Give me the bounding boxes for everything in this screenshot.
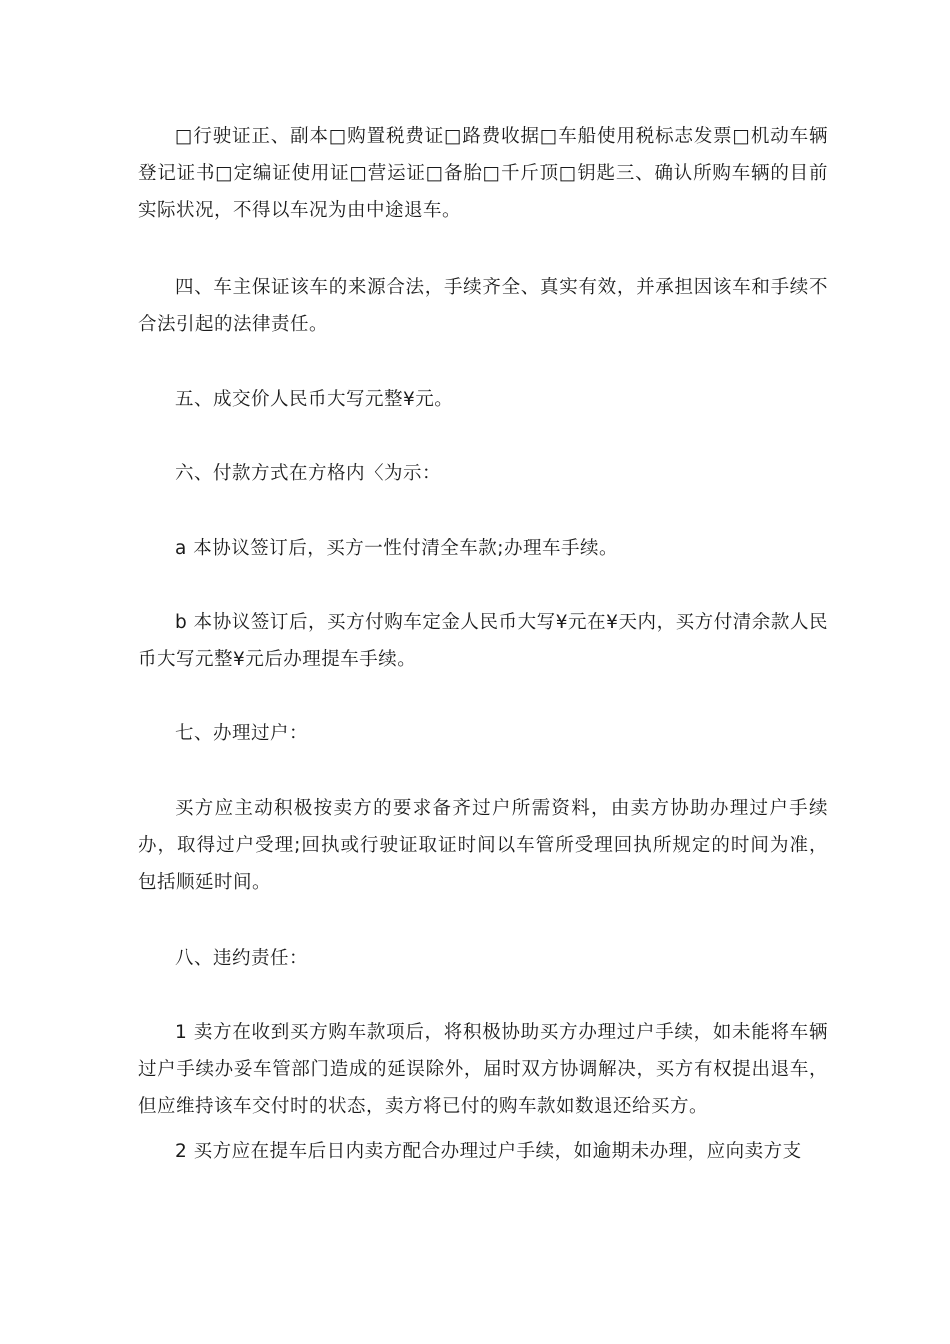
paragraph-clause-seven: 七、办理过户： bbox=[175, 723, 309, 744]
paragraph-transfer-procedure: 买方应主动积极按卖方的要求备齐过户所需资料，由卖方协助办理过户手续办，取得过户受理;回执或行驶证取证时间以车管所受理回执所规定的时间为准，包括顺延时间。 bbox=[138, 798, 828, 893]
paragraph-clause-four: 四、车主保证该车的来源合法，手续齐全、真实有效，并承担因该车和手续不合法引起的法律责任。 bbox=[138, 277, 828, 335]
paragraph-payment-option-b: b 本协议签订后，买方付购车定金人民币大写¥元在¥天内，买方付清余款人民币大写元整¥元后办理提车手续。 bbox=[138, 612, 828, 670]
paragraph-clause-five: 五、成交价人民币大写元整¥元。 bbox=[175, 389, 454, 410]
paragraph-clause-eight: 八、违约责任： bbox=[175, 948, 309, 969]
paragraph-payment-option-a: a 本协议签订后，买方一性付清全车款;办理车手续。 bbox=[175, 538, 618, 559]
paragraph-vehicle-documents: □行驶证正、副本□购置税费证□路费收据□车船使用税标志发票□机动车辆登记证书□定编证使用证□营运证□备胎□千斤顶□钥匙三、确认所购车辆的目前实际状况，不得以车况为由中途退车。 bbox=[138, 126, 828, 221]
paragraph-breach-item-one: 1 卖方在收到买方购车款项后，将积极协助买方办理过户手续，如未能将车辆过户手续办妥车管部门造成的延误除外，届时双方协调解决，买方有权提出退车，但应维持该车交付时的状态，卖方将已付的购车款如数退还给买方。 bbox=[138, 1022, 828, 1117]
paragraph-clause-six: 六、付款方式在方格内〈为示： bbox=[175, 463, 442, 484]
paragraph-breach-item-two: 2 买方应在提车后日内卖方配合办理过户手续，如逾期未办理，应向卖方支 bbox=[175, 1141, 802, 1162]
